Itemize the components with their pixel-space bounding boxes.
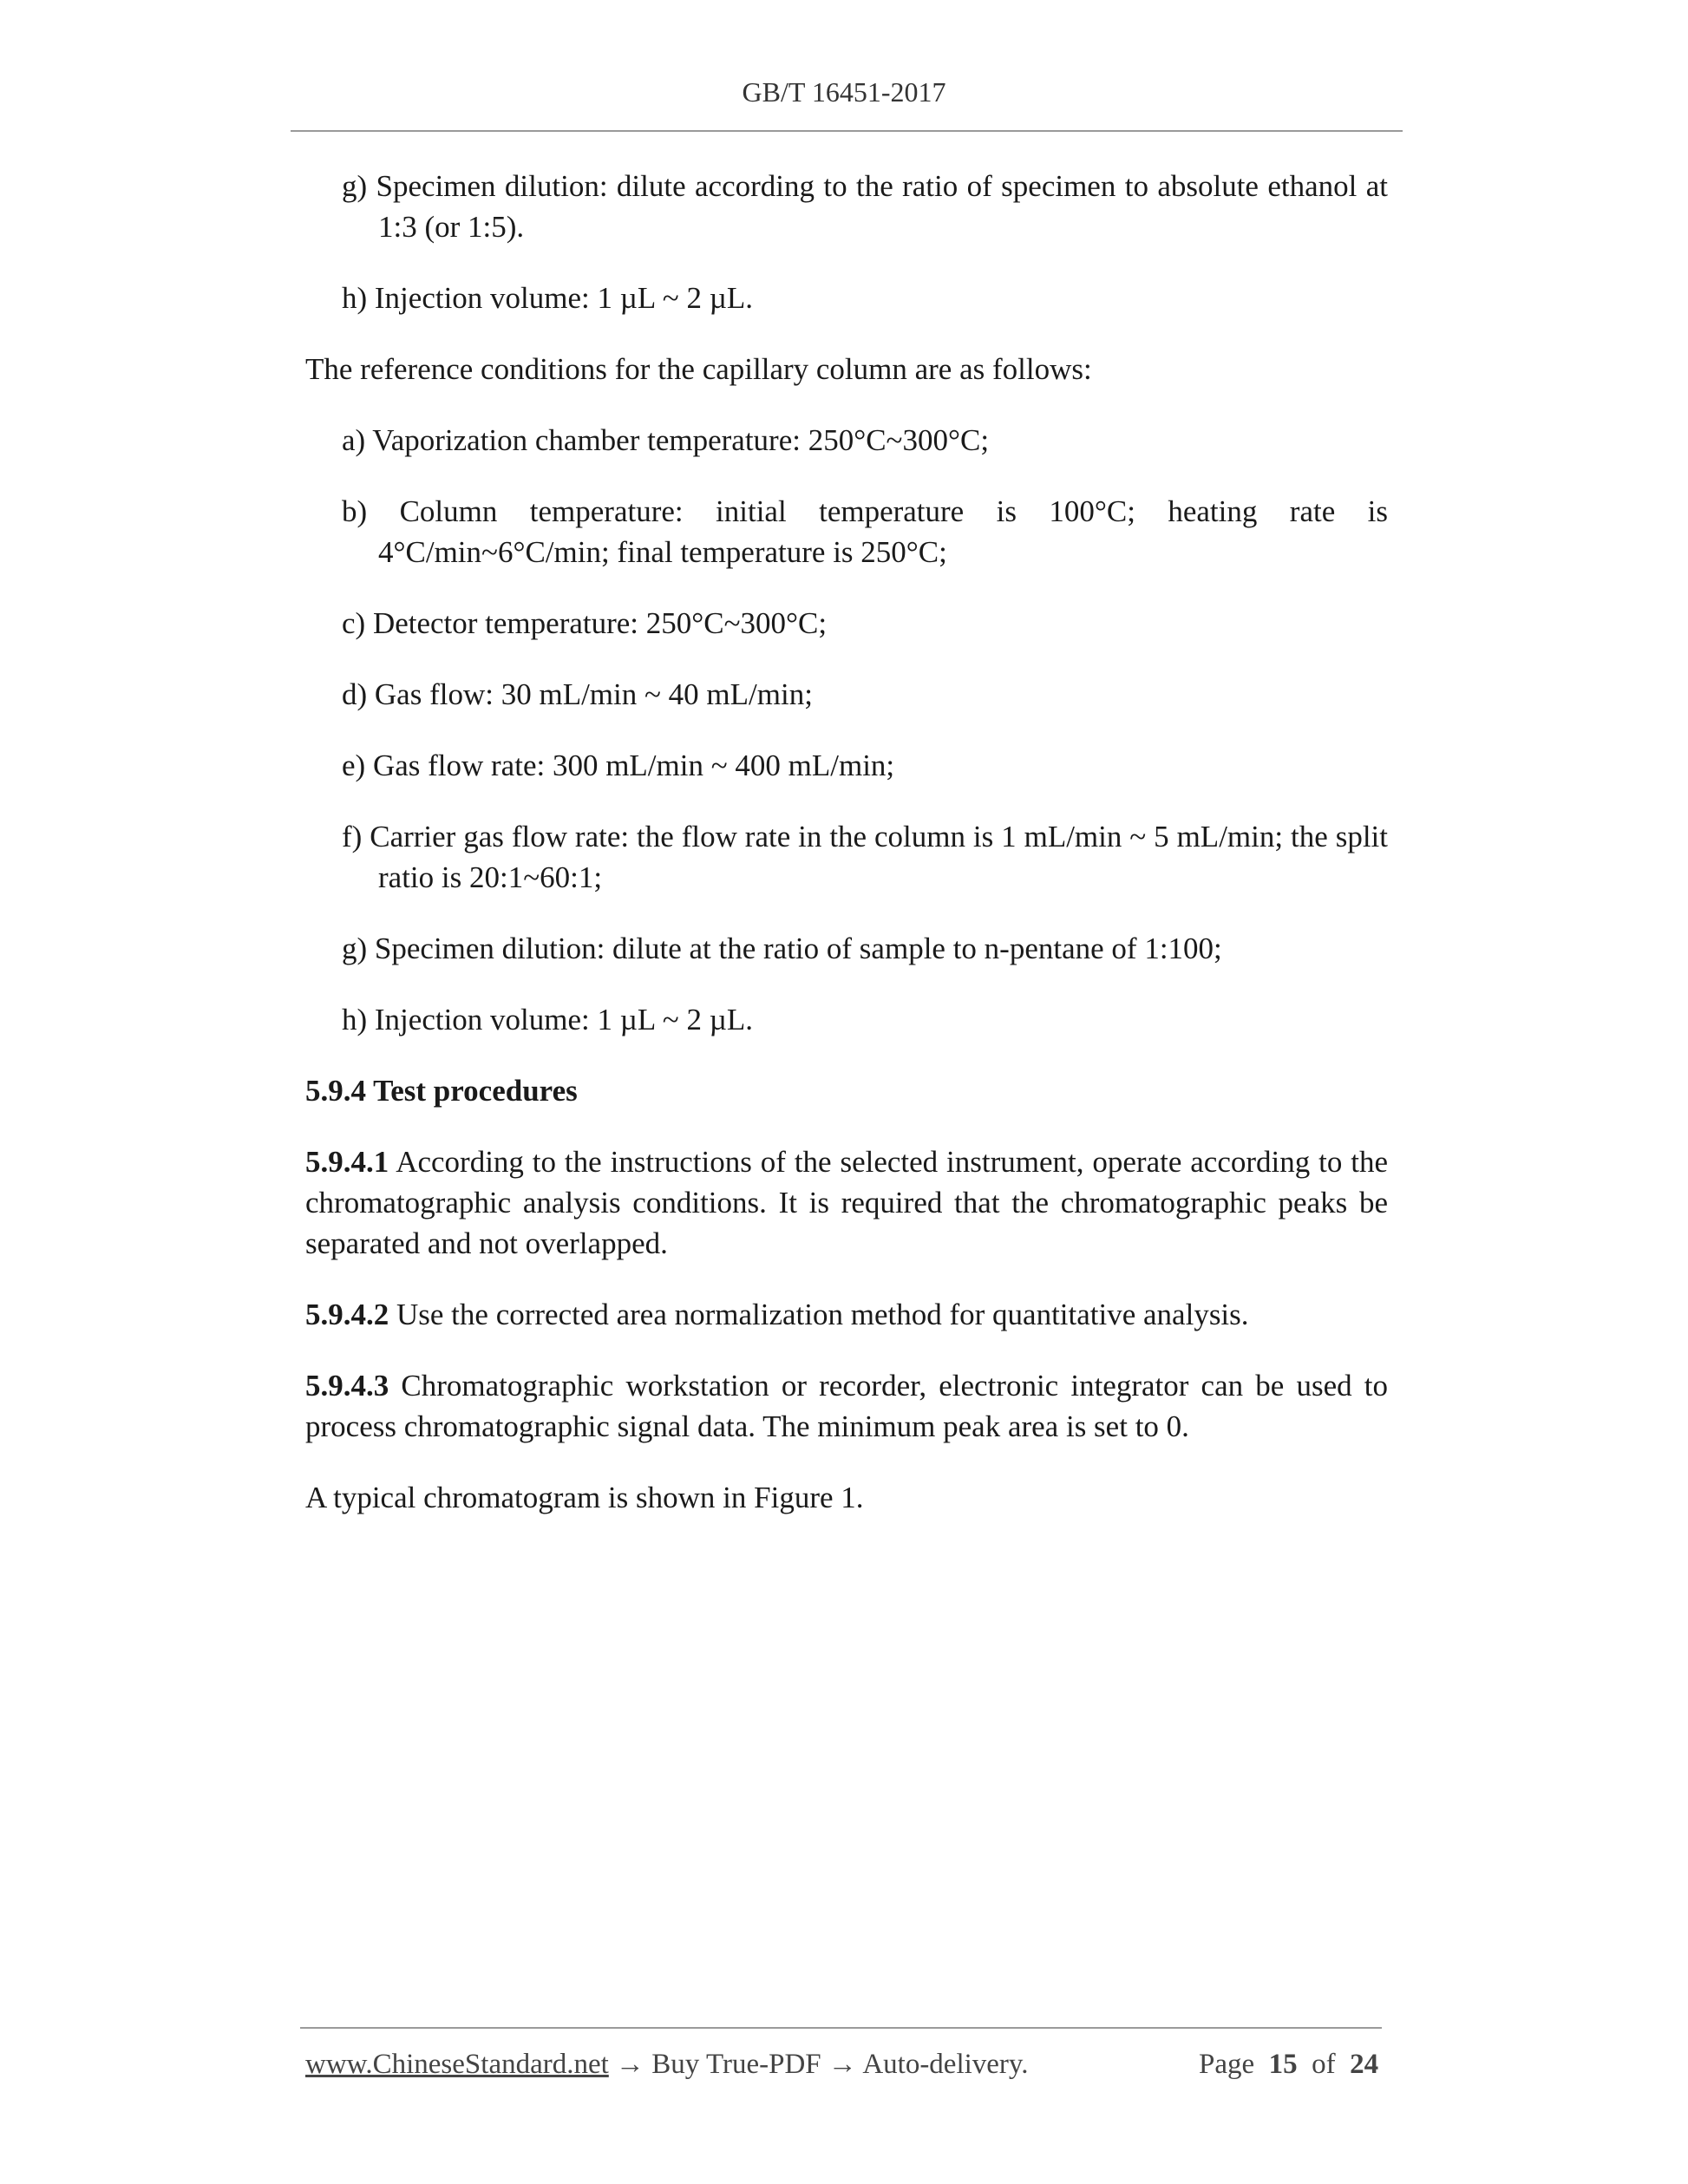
page-total: 24 — [1350, 2049, 1379, 2080]
list-item-g-specimen-dilution-capillary: g) Specimen dilution: dilute at the ratio of sample to n-pentane of 1:100; — [342, 932, 1222, 965]
figure-reference-paragraph: A typical chromatogram is shown in Figure 1. — [305, 1481, 864, 1514]
clause-number: 5.9.4.2 — [305, 1298, 389, 1331]
list-item-f-carrier-gas-flow-rate: f) Carrier gas flow rate: the flow rate in the column is 1 mL/min ~ 5 mL/min; the split ratio is 20:1~60:1; — [342, 820, 1388, 894]
arrow-right-icon: → — [608, 2049, 652, 2080]
clause-number: 5.9.4.3 — [305, 1369, 389, 1403]
list-item-h-injection-volume: h) Injection volume: 1 µL ~ 2 µL. — [342, 281, 753, 315]
document-id-header: GB/T 16451-2017 — [742, 76, 946, 108]
clause-text: According to the instructions of the selected instrument, operate according to the chromatographic analysis conditions. It is required that the chromatographic peaks be separated and not overlapped. — [305, 1145, 1388, 1260]
section-heading: 5.9.4 Test procedures — [305, 1074, 578, 1108]
website-link[interactable]: www.ChineseStandard.net — [305, 2049, 609, 2080]
clause-5-9-4-2 — [305, 1294, 1388, 1335]
clause-number: 5.9.4.1 — [305, 1145, 389, 1179]
auto-delivery-text: Auto-delivery. — [862, 2049, 1029, 2080]
footer-divider — [300, 2027, 1382, 2029]
buy-pdf-text: Buy True-PDF — [651, 2049, 821, 2080]
arrow-right-icon: → — [821, 2049, 863, 2080]
list-item-a-vaporization-temperature: a) Vaporization chamber temperature: 250°C~300°C; — [342, 423, 990, 457]
clause-5-9-4-1 — [305, 1141, 1388, 1264]
clause-text: Chromatographic workstation or recorder, electronic integrator can be used to process chromatographic signal data. The minimum peak area is set to 0. — [305, 1369, 1388, 1443]
list-item-g-specimen-dilution: g) Specimen dilution: dilute according to the ratio of specimen to absolute ethanol at 1:3 (or 1:5). — [342, 169, 1388, 244]
header-divider — [291, 130, 1403, 132]
list-item-c-detector-temperature: c) Detector temperature: 250°C~300°C; — [342, 606, 828, 640]
list-item-e-gas-flow-rate: e) Gas flow rate: 300 mL/min ~ 400 mL/min; — [342, 749, 895, 782]
capillary-intro-paragraph: The reference conditions for the capillary column are as follows: — [305, 352, 1092, 386]
list-item-h-injection-volume-capillary: h) Injection volume: 1 µL ~ 2 µL. — [342, 1003, 753, 1036]
page-number: 15 — [1268, 2049, 1298, 2080]
clause-5-9-4-3 — [305, 1365, 1388, 1447]
footer-promo — [305, 2049, 1029, 2081]
page-indicator — [1199, 2049, 1378, 2081]
list-item-b-column-temperature: b) Column temperature: initial temperature is 100°C; heating rate is 4°C/min~6°C/min; final temperature is 250°C; — [342, 494, 1388, 569]
list-item-d-gas-flow: d) Gas flow: 30 mL/min ~ 40 mL/min; — [342, 677, 813, 711]
of-label: of — [1312, 2049, 1336, 2080]
page-label: Page — [1199, 2049, 1255, 2080]
clause-text: Use the corrected area normalization method for quantitative analysis. — [389, 1298, 1249, 1331]
